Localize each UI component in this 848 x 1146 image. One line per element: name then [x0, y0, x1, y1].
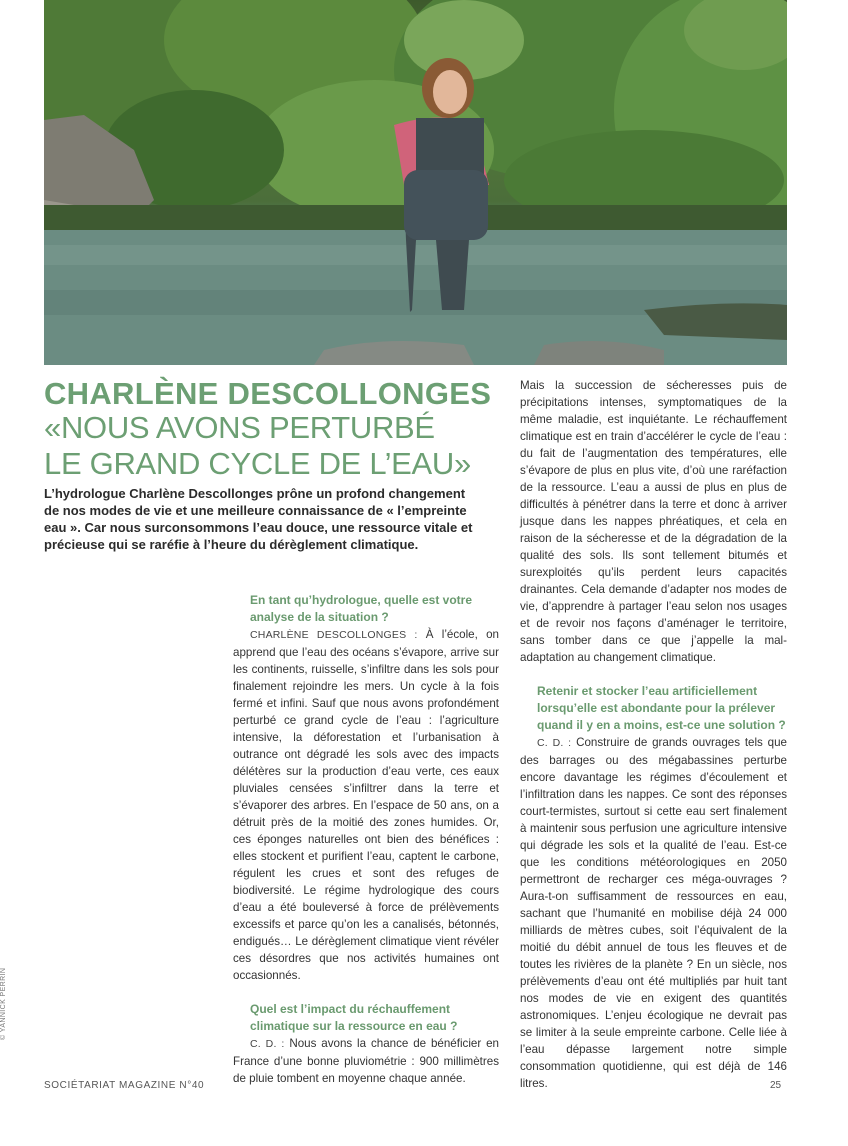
question-2: Quel est l’impact du réchauffement climatique sur la ressource en eau ?: [250, 1002, 458, 1033]
photo-illustration: [44, 0, 787, 365]
speaker-label: C. D. :: [537, 737, 572, 749]
column-right: [520, 377, 787, 1092]
headline-quote-line-1: «NOUS AVONS PERTURBÉ: [44, 410, 435, 445]
photo-credit: © YANNICK PERRIN: [0, 967, 7, 1040]
question-3: Retenir et stocker l’eau artificiellement lorsqu’elle est abondante pour la prélever quand il y en a moins, est-ce une solution ?: [537, 684, 786, 732]
answer-2-text: Nous avons la chance de bénéficier en France d’une bonne pluviométrie : 900 millimètres de pluie tombent en moyenne chaque année.: [233, 1037, 499, 1085]
speaker-label: CHARLÈNE DESCOLLONGES :: [250, 629, 418, 641]
answer-1-text: À l’école, on apprend que l’eau des océans s’évapore, arrive sur les continents, ruisselle, s’infiltre dans les sols pour finalement rejoindre les mers. Un cycle à la fois fermé et infini. Sauf que nous avons profondément perturbé ce grand cycle de l’eau : l’agriculture intensive, la déforestation et l’urbanisation à outrance ont dégradé les sols avec des impacts délétères sur la production d’eau verte, ces eaux pluviales censées s’infiltrer dans la terre et s’évaporer des arbres. En l’espace de 50 ans, on a détruit près de la moitié des zones humides. Or, ces éponges naturelles ont bien des bénéfices : elles stockent et purifient l’eau, captent le carbone, régulent les crues et sont des refuges de biodiversité. Le régime hydrologique des cours d’eau a été bouleversé à force de prélèvements excessifs et parce qu’on les a canalisés, bétonnés, endigués… Le dérèglement climatique vient révéler ces désordres que nos activités humaines ont occasionnés.: [233, 628, 499, 982]
answer-3-text: Construire de grands ouvrages tels que des barrages ou des mégabassines perturbe encore davantage les régimes d’écoulement et l’infiltration dans les nappes. Ce sont des réponses court-termistes, surtout si cette eau sert finalement à maintenir sous perfusion une agriculture intensive qui dégrade les sols et la qualité de l’eau. Est-ce que les conditions météorologiques en 2050 permettront de recharger ces méga-ouvrages ? Aura-t-on suffisamment de ressources en eau, sachant que l’humanité en mobilise déjà 24 000 milliards de mètres cubes, soit l’équivalent de la moitié du débit annuel de tous les fleuves et de toutes les rivières de la planète ? En un siècle, nos prélèvements d’eau ont été multipliés par huit tant nos modes de vie en exigent des quantités astronomiques. L’enjeu écologique ne devrait pas se limiter à la seule empreinte carbone. Celle liée à l’eau dépasse largement notre simple consommation quotidienne, qui est déjà de 146 litres.: [520, 736, 788, 1090]
speaker-label: C. D. :: [250, 1038, 285, 1050]
answer-3: [520, 734, 787, 1092]
headline-quote-line-2: LE GRAND CYCLE DE L’EAU»: [44, 446, 471, 481]
magazine-footer: SOCIÉTARIAT MAGAZINE N°40: [44, 1080, 205, 1091]
answer-1: [233, 626, 499, 984]
paragraph-continuation: Mais la succession de sécheresses puis de précipitations intenses, symptomatiques de la même maladie, est inquiétante. Le réchauffement climatique est en train d’accélérer le cycle de l’eau : du fait de l’augmentation des températures, elle s’évapore de plus en plus vite, d’où une raréfaction de la ressource. L’eau a aussi de plus en plus de difficultés à pénétrer dans la terre et donc à arriver jusque dans les nappes phréatiques, et cela en raison de la sécheresse et de la dégradation de la qualité des sols. Ils sont tellement bitumés et surexploités qu’ils perdent leurs capacités drainantes. Cela demande d’adapter nos modes de vie, d’apprendre à partager l’eau selon nos usages et de revoir nos façons d’aménager le territoire, sans tomber dans ce que j’appelle la mal-adaptation au changement climatique.: [520, 379, 787, 664]
column-left: [233, 592, 499, 1087]
interviewee-name: CHARLÈNE DESCOLLONGES: [44, 376, 492, 411]
hero-photo: [44, 0, 787, 365]
answer-2: [233, 1035, 499, 1087]
question-1: En tant qu’hydrologue, quelle est votre analyse de la situation ?: [250, 593, 473, 624]
page-number: 25: [770, 1080, 782, 1091]
article-intro: L’hydrologue Charlène Descollonges prône un profond changement de nos modes de vie et une meilleure connaissance de « l’empreinte eau ». Car nous surconsommons l’eau douce, une ressource vitale et précieuse qui se raréfie à l’heure du dérèglement climatique.: [44, 486, 473, 552]
